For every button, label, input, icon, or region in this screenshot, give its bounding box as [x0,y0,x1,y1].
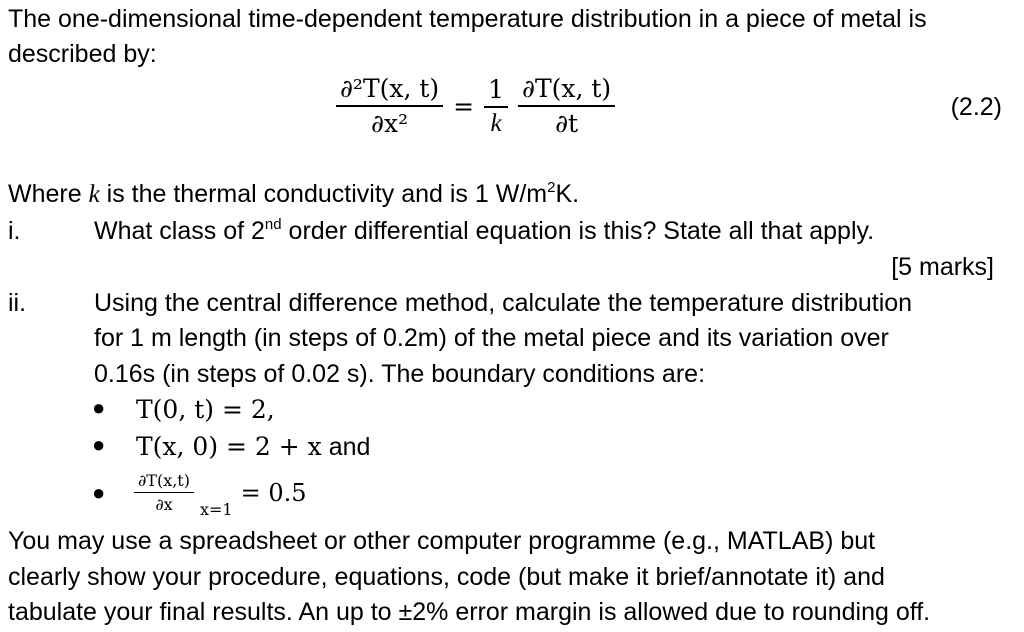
closing-line-1: You may use a spreadsheet or other computer programme (e.g., MATLAB) but [8,527,876,555]
question-i-text [94,214,874,248]
bc2-math: T(x, 0) = 2 + x [136,432,322,461]
inverse-k-numerator: 1 [484,75,508,108]
bc3-numerator: ∂T(x,t) [134,471,194,493]
k-variable: k [88,181,100,208]
lhs-numerator: ∂²T(x, t) [336,74,443,107]
unit-end: K. [555,180,580,208]
closing-line-2: clearly show your procedure, equations, code (but make it brief/annotate it) and [8,563,885,591]
where-pre: Where [8,180,89,208]
intro-line-1: The one-dimensional time-dependent temperature distribution in a piece of metal is [8,5,927,33]
unit-exponent: 2 [547,179,556,196]
question-i-pre: What class of 2 [94,217,265,245]
bc3-subscript: x=1 [199,500,233,519]
equals-sign: = [453,91,475,121]
bullet-2-dot: ● [92,432,106,457]
question-i-label: i. [8,217,21,245]
question-ii-label: ii. [8,289,27,317]
bc2-text: and [321,433,371,461]
bc3-rhs: = 0.5 [240,478,307,507]
bc3-fraction [134,471,194,514]
lhs-fraction [336,74,443,138]
bullet-3-dot: ● [92,480,106,505]
question-i-marks: [5 marks] [891,253,994,281]
inverse-k-fraction [484,75,508,138]
closing-line-3: tabulate your final results. An up to ±2% error margin is allowed due to rounding off. [8,598,931,626]
boundary-condition-3 [134,466,306,519]
rhs-denominator: ∂t [555,109,579,138]
boundary-condition-2 [136,430,370,464]
lhs-denominator: ∂x² [371,109,409,138]
bc3-denominator: ∂x [155,495,173,514]
equation-2-2 [336,74,615,138]
inverse-k-denominator: k [490,109,502,137]
bullet-1-dot: ● [92,395,106,420]
rhs-fraction [518,74,615,138]
intro-line-2: described by: [8,40,157,68]
rhs-numerator: ∂T(x, t) [518,74,615,107]
question-ii-line-1: Using the central difference method, calculate the temperature distribution [94,289,913,317]
question-ii-line-3: 0.16s (in steps of 0.02 s). The boundary conditions are: [94,360,706,388]
equation-number: (2.2) [950,93,1002,121]
question-i-post: order differential equation is this? State all that apply. [281,217,875,245]
question-ii-line-2: for 1 m length (in steps of 0.2m) of the metal piece and its variation over [94,324,889,352]
where-line [8,177,579,212]
where-post: is the thermal conductivity and is 1 W/m [99,180,548,208]
question-i-sup: nd [264,216,282,233]
boundary-condition-1: T(0, t) = 2, [136,395,275,424]
